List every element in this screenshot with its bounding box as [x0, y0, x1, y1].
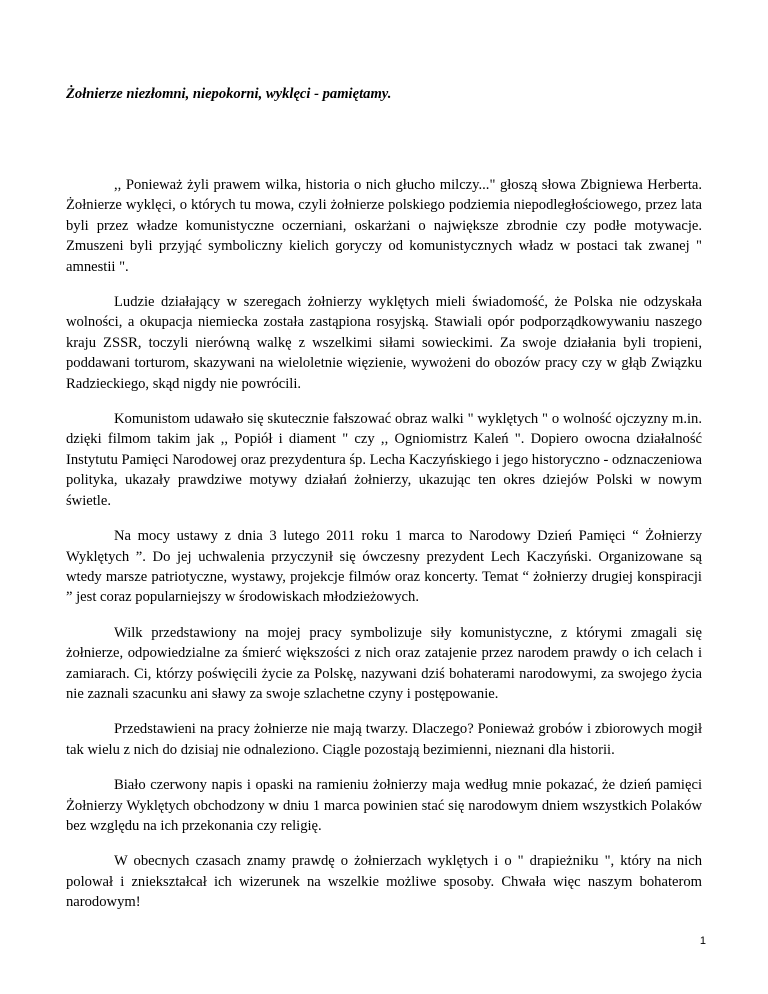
paragraph-5: Wilk przedstawiony na mojej pracy symbolizuje siły komunistyczne, z którymi zmagali się żołnierze, odpowiedzialne za śmierć większości z nich oraz zatajenie przez narodem prawdy o ich celach i zamiarach. Ci, którzy poświęcili życie za Polskę, nazywani dziś bohaterami narodowymi, za swojego życia nie zaznali szacunku ani sławy za swoje szlachetne czyny i postępowanie. — [66, 624, 702, 702]
paragraph-3: Komunistom udawało się skutecznie fałszować obraz walki " wyklętych " o wolność ojczyzny m.in. dzięki filmom takim jak ,, Popiół i diament " czy ,, Ogniomistrz Kaleń ". Dopiero owocna działalność Instytutu Pamięci Narodowej oraz prezydentura śp. Lecha Kaczyńskiego i jego historyczno - odznaczeniowa polityka, ukazały prawdziwe motywy działań żołnierzy, ukazując ten okres dziejów Polski w nowym świetle. — [66, 411, 702, 509]
paragraph-2: Ludzie działający w szeregach żołnierzy wyklętych mieli świadomość, że Polska nie odzyskała wolności, a okupacja niemiecka została zastąpiona rosyjską. Stawiali opór podporządkowywaniu naszego kraju ZSSR, toczyli nierówną walkę z wszelkimi siłami sowieckimi. Za swoje działania byli tropieni, poddawani torturom, skazywani na wieloletnie więzienie, wywożeni do obozów pracy czy w głąb Związku Radzieckiego, skąd nigdy nie powrócili. — [66, 294, 702, 392]
paragraph-6: Przedstawieni na pracy żołnierze nie mają twarzy. Dlaczego? Ponieważ grobów i zbiorowych mogił tak wielu z nich do dzisiaj nie odnaleziono. Ciągle pozostają bezimienni, nieznani dla historii. — [66, 721, 702, 758]
paragraph-1: ,, Ponieważ żyli prawem wilka, historia o nich głucho milczy..." głoszą słowa Zbigniewa Herberta. Żołnierze wyklęci, o których tu mowa, czyli żołnierze polskiego podziemia niepodległościowego, przez lata byli przez władze komunistyczne oczerniani, oskarżani o największe zbrodnie czy podłe motywacje. Zmuszeni byli przyjąć symboliczny kielich goryczy od komunistycznych władz w postaci tak zwanej " amnestii ". — [66, 177, 702, 275]
document-body — [66, 175, 702, 928]
page-number: 1 — [699, 935, 706, 947]
paragraph-4: Na mocy ustawy z dnia 3 lutego 2011 roku 1 marca to Narodowy Dzień Pamięci “ Żołnierzy Wyklętych ”. Do jej uchwalenia przyczynił się ówczesny prezydent Lech Kaczyński. Organizowane są wtedy marsze patriotyczne, wystawy, projekcje filmów oraz koncerty. Temat “ żołnierzy drugiej konspiracji ” jest coraz popularniejszy w środowiskach młodzieżowych. — [66, 528, 702, 606]
document-title: Żołnierze niezłomni, niepokorni, wyklęci - pamiętamy. — [66, 86, 392, 102]
paragraph-8: W obecnych czasach znamy prawdę o żołnierzach wyklętych i o " drapieżniku ", który na nich polował i zniekształcał ich wizerunek na wszelkie możliwe sposoby. Chwała więc naszym bohaterom narodowym! — [66, 853, 702, 911]
paragraph-7: Biało czerwony napis i opaski na ramieniu żołnierzy maja według mnie pokazać, że dzień pamięci Żołnierzy Wyklętych obchodzony w dniu 1 marca powinien stać się narodowym dniem wszystkich Polaków bez względu na ich przekonania czy religię. — [66, 777, 702, 834]
